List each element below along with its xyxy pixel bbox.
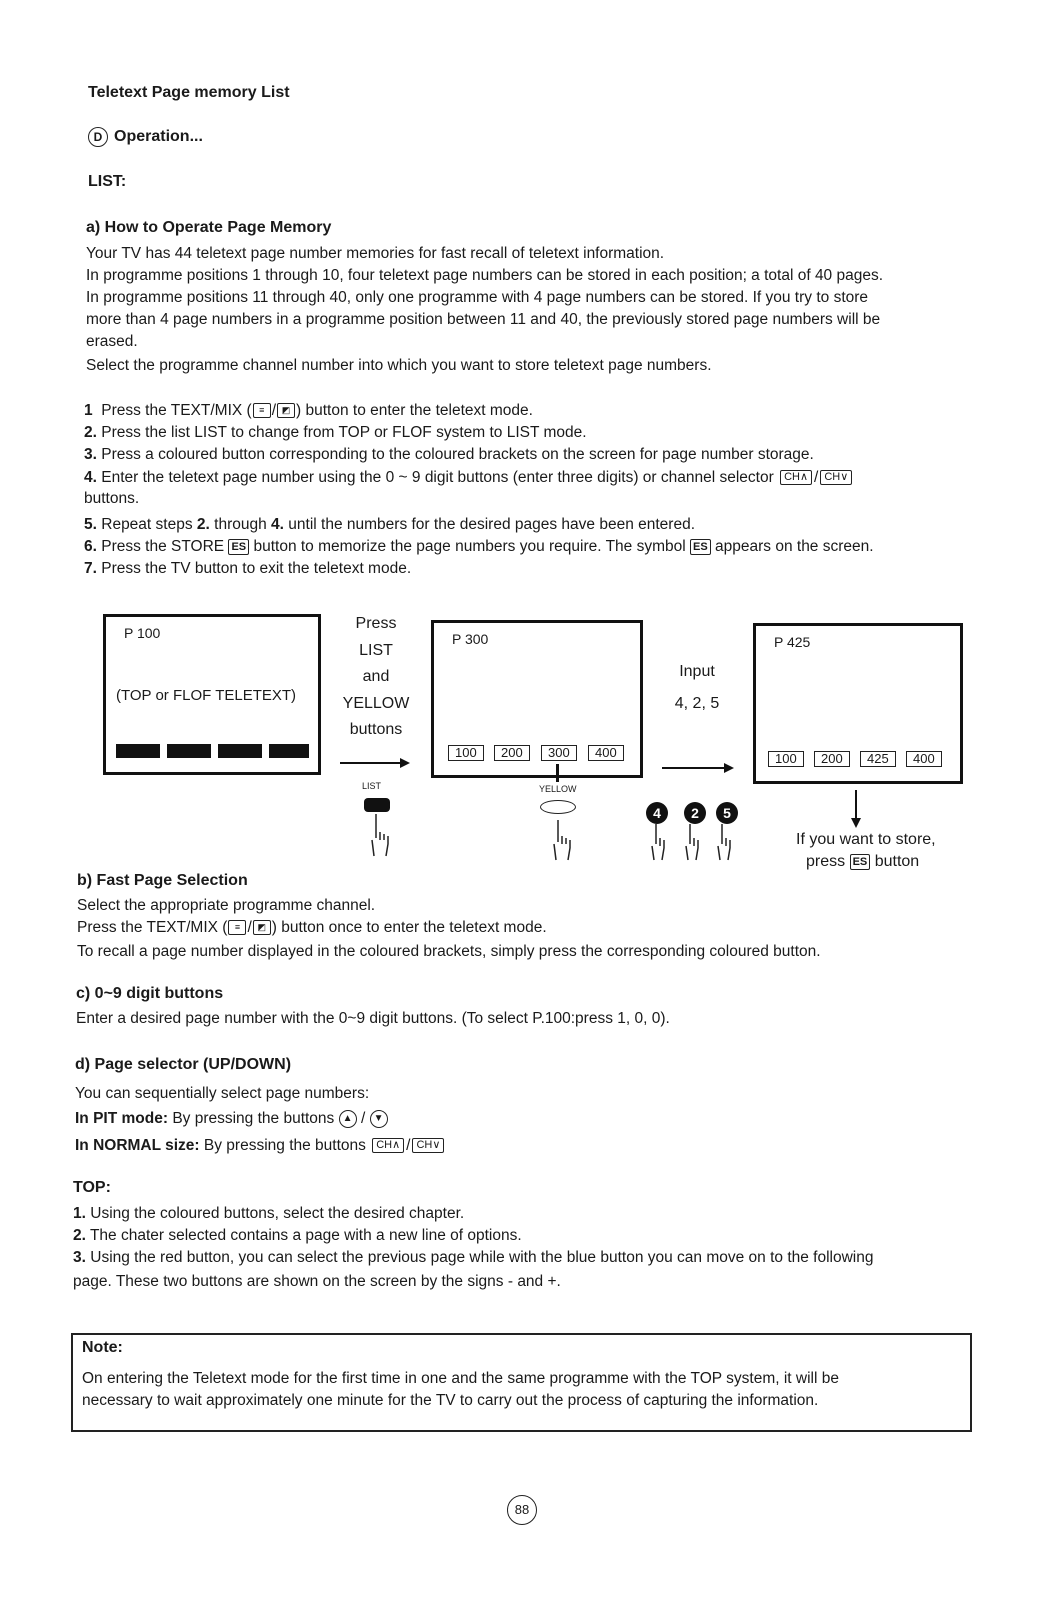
arrow-down-icon xyxy=(848,788,864,830)
section-b-line: Select the appropriate programme channel. xyxy=(77,897,376,914)
step-1: 1 Press the TEXT/MIX ( ≡ / ◩ ) button to enter the teletext mode. xyxy=(84,402,533,419)
yellow-button-icon xyxy=(540,800,576,814)
page-slot-3: 425 xyxy=(860,751,896,767)
store-es-icon: ES xyxy=(228,539,249,555)
operation-heading xyxy=(88,127,203,147)
digit-4-button: 4 xyxy=(646,802,668,824)
screen-3-page: P 425 xyxy=(774,634,811,650)
top-step-3: 3. Using the red button, you can select the previous page while with the blue button you can move on to the following xyxy=(73,1249,874,1266)
operation-label: Operation... xyxy=(114,128,203,145)
digit-2-button: 2 xyxy=(684,802,706,824)
step-6: 6. Press the STORE ES button to memorize the page numbers you require. The symbol ES appears on the screen. xyxy=(84,538,874,555)
section-a-heading: a) How to Operate Page Memory xyxy=(86,219,332,236)
page-up-icon: ▲ xyxy=(339,1110,357,1128)
color-bar-2 xyxy=(167,744,211,758)
arrow-right-icon xyxy=(660,760,736,776)
section-b-line: To recall a page number displayed in the coloured brackets, simply press the corresponding coloured button. xyxy=(77,943,821,960)
ch-up-key: CH∧ xyxy=(780,470,812,485)
mix-icon: ◩ xyxy=(253,920,271,935)
section-d-heading: d) Page selector (UP/DOWN) xyxy=(75,1056,292,1073)
store-hint-2: press ES button xyxy=(806,853,920,870)
section-a-line: erased. xyxy=(86,333,138,350)
arrow-right-icon xyxy=(338,755,412,771)
section-a-line: more than 4 page numbers in a programme position between 11 and 40, the previously stored page numbers will be xyxy=(86,311,881,328)
color-bar-1 xyxy=(116,744,160,758)
top-heading: TOP: xyxy=(73,1179,111,1196)
section-c-heading: c) 0~9 digit buttons xyxy=(76,985,224,1002)
tv-screen-2 xyxy=(431,620,643,778)
step-2: 2. Press the list LIST to change from TOP or FLOF system to LIST mode. xyxy=(84,424,587,441)
page-slot-2: 200 xyxy=(814,751,850,767)
page-number: 88 xyxy=(507,1495,537,1525)
pointing-hand-icon xyxy=(364,812,394,860)
list-heading: LIST: xyxy=(88,173,127,190)
section-a-line: Your TV has 44 teletext page number memories for fast recall of teletext information. xyxy=(86,245,665,262)
page-slot-1: 100 xyxy=(768,751,804,767)
page-title: Teletext Page memory List xyxy=(88,84,290,101)
page-slot-4: 400 xyxy=(588,745,624,761)
page-slot-1: 100 xyxy=(448,745,484,761)
section-a-line: In programme positions 11 through 40, only one programme with 4 page numbers can be stored. If you try to store xyxy=(86,289,869,306)
pointer-line xyxy=(556,764,559,782)
store-hint-1: If you want to store, xyxy=(796,831,936,848)
section-b-line: Press the TEXT/MIX ( ≡ / ◩ ) button once to enter the teletext mode. xyxy=(77,919,547,936)
page-down-icon: ▼ xyxy=(370,1110,388,1128)
yellow-label: YELLOW xyxy=(539,784,577,794)
section-a-line: Select the programme channel number into which you want to store teletext page numbers. xyxy=(86,357,712,374)
es-symbol-icon: ES xyxy=(690,539,711,555)
note-heading: Note: xyxy=(82,1339,123,1356)
digit-5-button: 5 xyxy=(716,802,738,824)
section-b-heading: b) Fast Page Selection xyxy=(77,872,248,889)
top-step-3-cont: page. These two buttons are shown on the screen by the signs - and +. xyxy=(73,1273,561,1290)
page-slot-4: 400 xyxy=(906,751,942,767)
es-button-icon: ES xyxy=(850,854,871,870)
tv-screen-3 xyxy=(753,623,963,784)
section-c-line: Enter a desired page number with the 0~9 digit buttons. (To select P.100:press 1, 0, 0). xyxy=(76,1010,670,1027)
text-icon: ≡ xyxy=(253,403,271,418)
step-4: 4. Enter the teletext page number using the 0 ~ 9 digit buttons (enter three digits) or channel selector CH∧ / CH∨ xyxy=(84,467,854,488)
page-slot-3: 300 xyxy=(541,745,577,761)
pointing-hands-icon xyxy=(648,822,748,864)
note-line: On entering the Teletext mode for the first time in one and the same programme with the TOP system, it will be xyxy=(82,1370,839,1387)
top-step-2: 2. The chater selected contains a page with a new line of options. xyxy=(73,1227,522,1244)
normal-size-line: In NORMAL size: By pressing the buttons CH∧ / CH∨ xyxy=(75,1135,446,1156)
color-bar-4 xyxy=(269,744,309,758)
screen-1-subtitle: (TOP or FLOF TELETEXT) xyxy=(116,687,297,704)
mix-icon: ◩ xyxy=(277,403,295,418)
ch-down-key: CH∨ xyxy=(412,1138,444,1153)
note-line: necessary to wait approximately one minute for the TV to carry out the process of capturing the information. xyxy=(82,1392,819,1409)
ch-up-key: CH∧ xyxy=(372,1138,404,1153)
list-label: LIST xyxy=(362,781,382,791)
operation-marker-icon: D xyxy=(88,127,108,147)
section-d-line: You can sequentially select page numbers: xyxy=(75,1085,370,1102)
pit-mode-line: In PIT mode: By pressing the buttons ▲ / ▼ xyxy=(75,1108,388,1129)
step-4-cont: buttons. xyxy=(84,490,140,507)
tv-screen-1 xyxy=(103,614,321,775)
page-slot-2: 200 xyxy=(494,745,530,761)
pointing-hand-icon xyxy=(548,818,578,862)
input-instructions: Input 4, 2, 5 xyxy=(674,663,720,712)
step-5: 5. Repeat steps 2. through 4. until the numbers for the desired pages have been entered. xyxy=(84,516,696,533)
screen-1-page: P 100 xyxy=(124,625,161,641)
press-instructions: Press LIST and YELLOW buttons xyxy=(342,615,410,738)
step-7: 7. Press the TV button to exit the teletext mode. xyxy=(84,560,412,577)
note-box xyxy=(71,1333,972,1432)
text-icon: ≡ xyxy=(228,920,246,935)
list-button-icon xyxy=(364,798,390,812)
top-step-1: 1. Using the coloured buttons, select the desired chapter. xyxy=(73,1205,465,1222)
step-3: 3. Press a coloured button corresponding to the coloured brackets on the screen for page number storage. xyxy=(84,446,814,463)
ch-down-key: CH∨ xyxy=(820,470,852,485)
screen-2-page: P 300 xyxy=(452,631,489,647)
color-bar-3 xyxy=(218,744,262,758)
section-a-line: In programme positions 1 through 10, four teletext page numbers can be stored in each position; a total of 40 pages. xyxy=(86,267,884,284)
